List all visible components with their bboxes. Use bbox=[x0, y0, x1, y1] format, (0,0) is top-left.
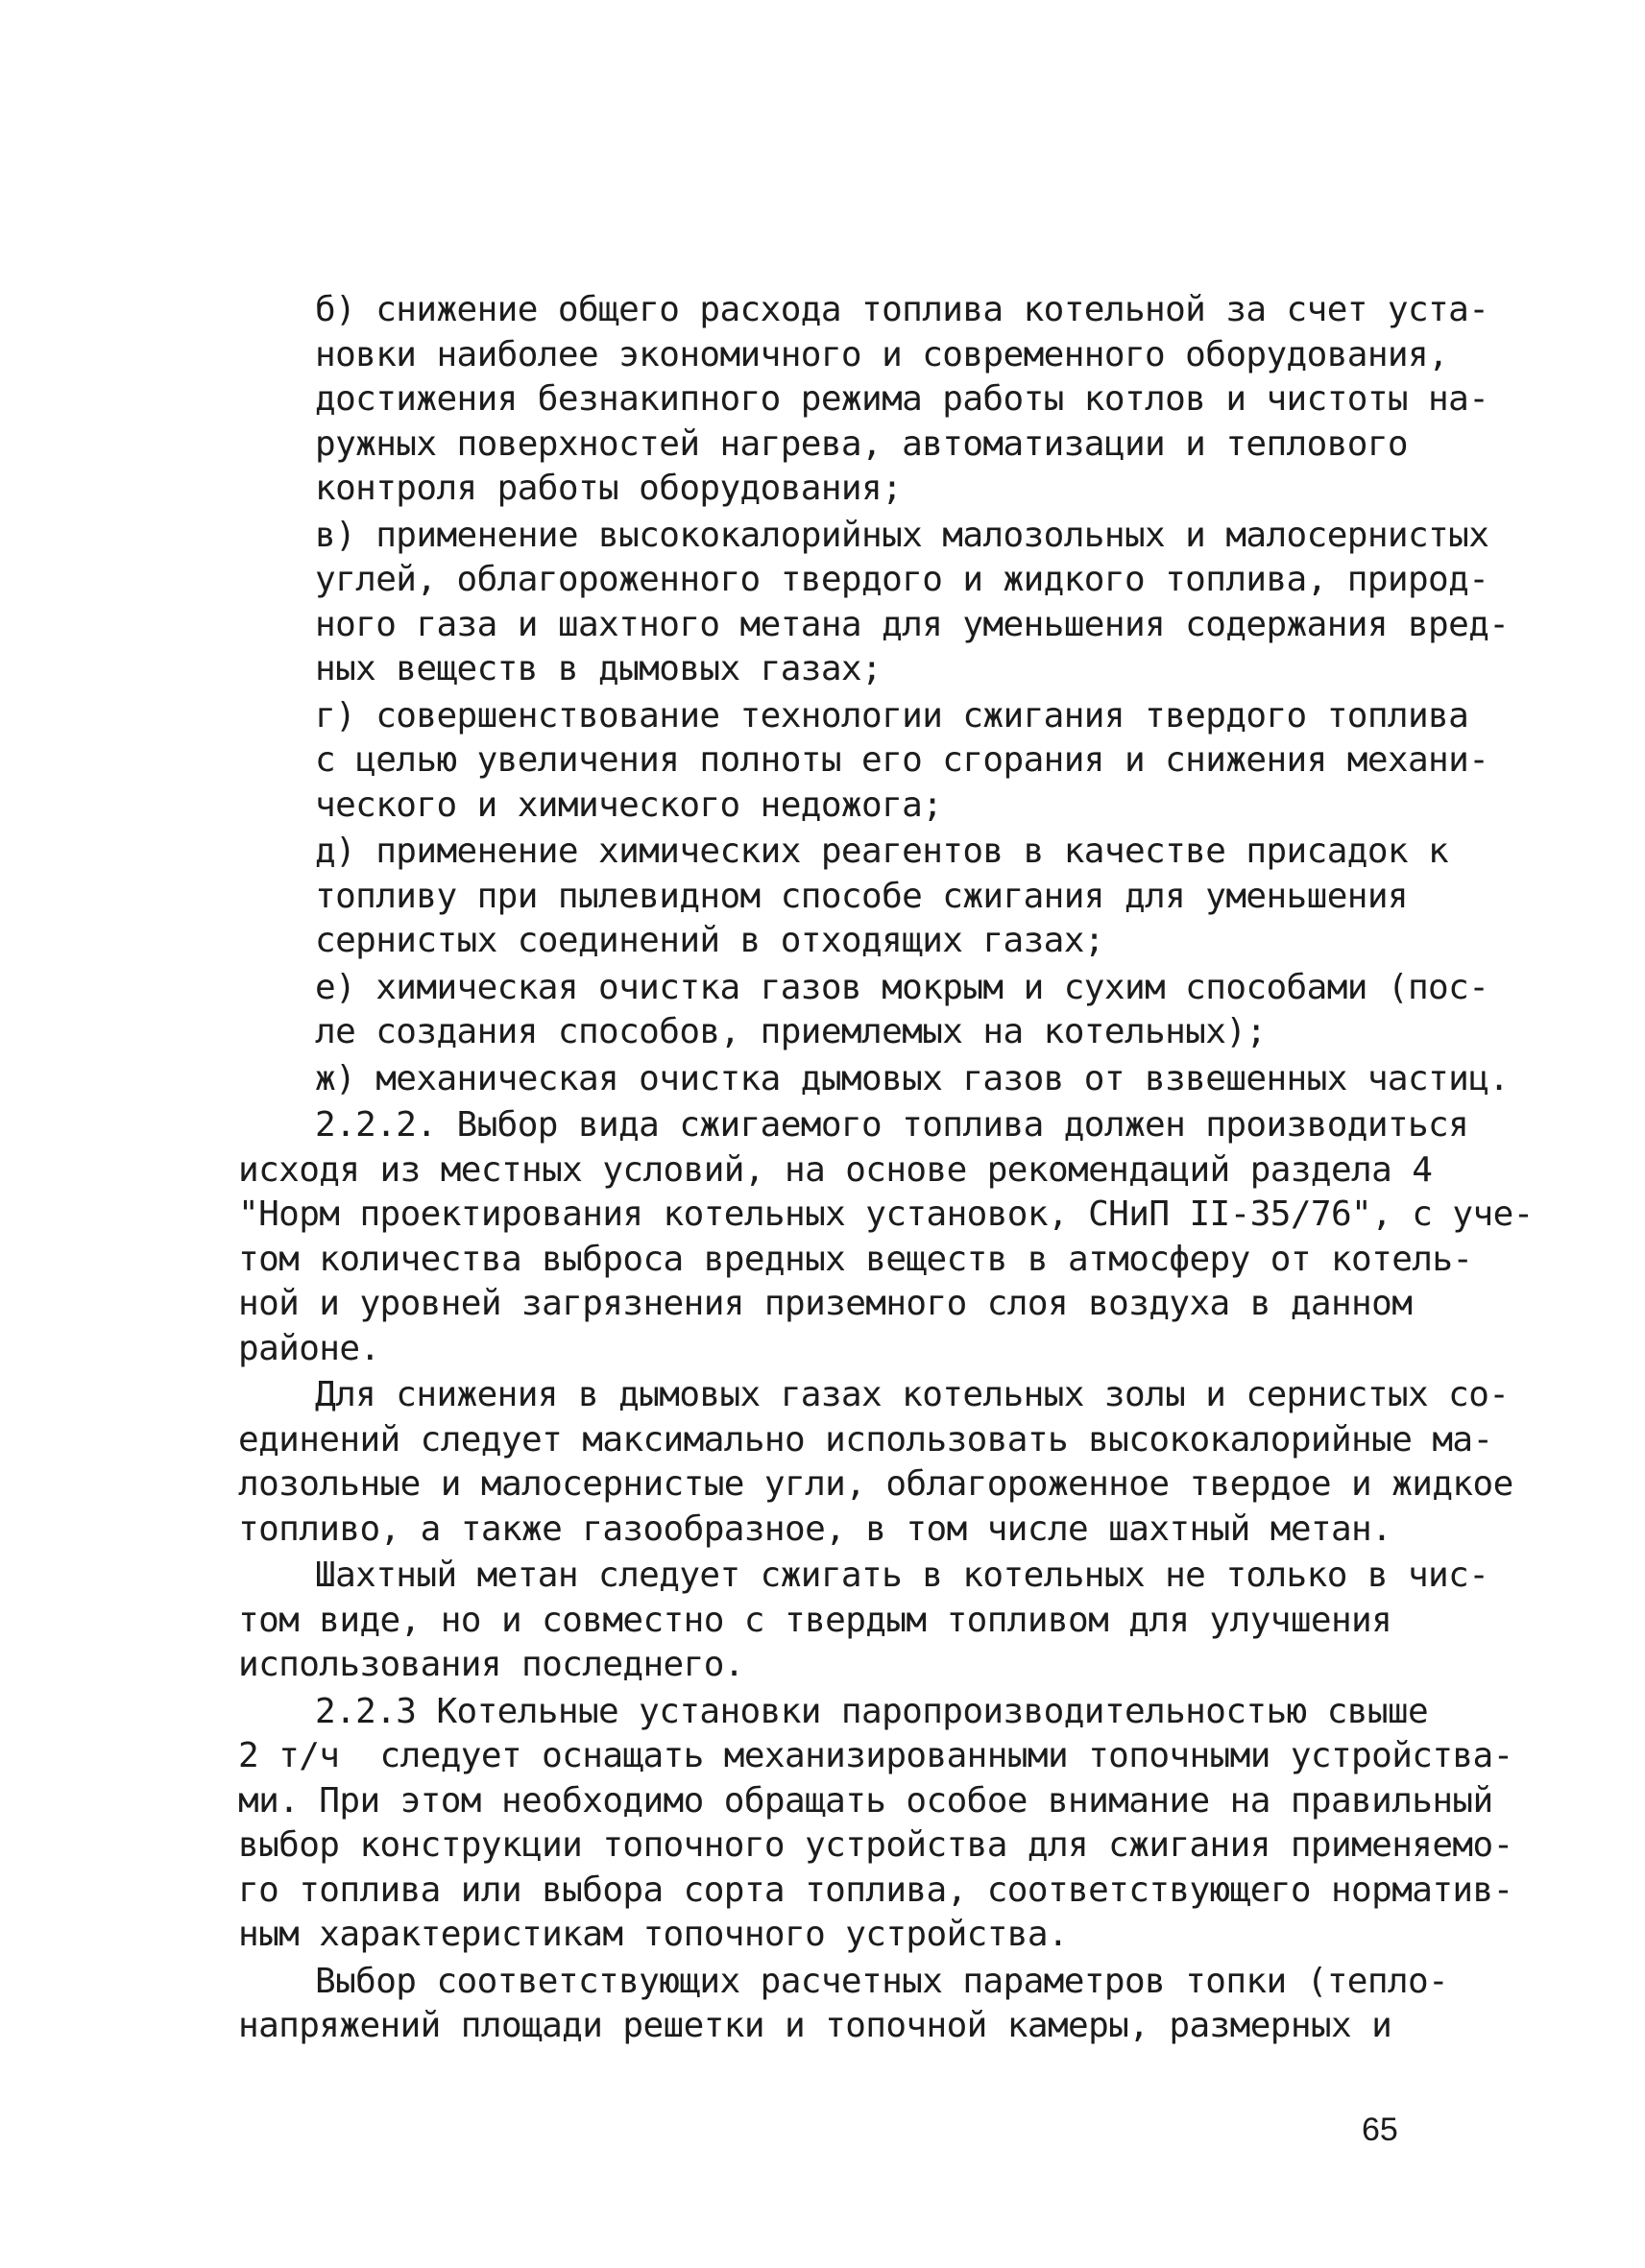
text-line: с целью увеличения полноты его сгорания и снижения механи- bbox=[315, 740, 1489, 780]
text-line: использования последнего. bbox=[238, 1645, 744, 1684]
text-line: топливо, а также газообразное, в том числе шахтный метан. bbox=[238, 1508, 1392, 1549]
text-line: ле создания способов, приемлемых на котельных); bbox=[315, 1012, 1267, 1051]
text-line: Для снижения в дымовых газах котельных золы и сернистых со- bbox=[315, 1375, 1510, 1414]
text-line: е) химическая очистка газов мокрым и сухим способами (пос- bbox=[315, 967, 1489, 1007]
text-line: ных веществ в дымовых газах; bbox=[315, 649, 883, 688]
text-line: сернистых соединений в отходящих газах; bbox=[315, 921, 1104, 960]
text-line: районе. bbox=[238, 1328, 380, 1368]
text-line: ружных поверхностей нагрева, автоматизации и теплового bbox=[315, 423, 1408, 464]
text-line: новки наиболее экономичного и современного оборудования, bbox=[315, 334, 1449, 374]
text-line: г) совершенствование технологии сжигания твердого топлива bbox=[315, 695, 1469, 736]
text-line: "Норм проектирования котельных установок, СНиП II-35/76", с уче- bbox=[238, 1194, 1534, 1234]
text-line: Шахтный метан следует сжигать в котельных не только в чис- bbox=[315, 1556, 1489, 1595]
text-line: д) применение химических реагентов в качестве присадок к bbox=[315, 832, 1449, 871]
page-number: 65 bbox=[1362, 2111, 1398, 2148]
text-line: достижения безнакипного режима работы котлов и чистоты на- bbox=[315, 379, 1489, 419]
text-line: 2 т/ч следует оснащать механизированными топочными устройства- bbox=[238, 1736, 1513, 1775]
text-line: 2.2.3 Котельные установки паропроизводительностью свыше bbox=[315, 1691, 1429, 1731]
text-line: в) применение высококалорийных малозольных и малосернистых bbox=[315, 515, 1489, 555]
text-line: углей, облагороженного твердого и жидкого топлива, природ- bbox=[315, 560, 1489, 599]
text-line: ной и уровней загрязнения приземного слоя воздуха в данном bbox=[238, 1284, 1413, 1323]
text-line: ческого и химического недожога; bbox=[315, 784, 943, 825]
text-line: исходя из местных условий, на основе рекомендаций раздела 4 bbox=[238, 1149, 1433, 1190]
text-line: б) снижение общего расхода топлива котельной за счет уста- bbox=[315, 290, 1489, 329]
text-line: напряжений площади решетки и топочной камеры, размерных и bbox=[238, 2006, 1392, 2045]
text-line: лозольные и малосернистые угли, облагороженное твердое и жидкое bbox=[238, 1464, 1513, 1504]
text-line: том количества выброса вредных веществ в атмосферу от котель- bbox=[238, 1239, 1473, 1279]
text-line: ного газа и шахтного метана для уменьшения содержания вред- bbox=[315, 604, 1510, 644]
text-line: Выбор соответствующих расчетных параметров топки (тепло- bbox=[315, 1961, 1449, 2001]
text-line: контроля работы оборудования; bbox=[315, 469, 903, 508]
text-line: ж) механическая очистка дымовых газов от взвешенных частиц. bbox=[315, 1058, 1510, 1098]
text-line: ным характеристикам топочного устройства. bbox=[238, 1915, 1069, 1954]
text-line: выбор конструкции топочного устройства для сжигания применяемо- bbox=[238, 1825, 1513, 1865]
text-line: го топлива или выбора сорта топлива, соответствующего норматив- bbox=[238, 1870, 1513, 1910]
page-body bbox=[238, 288, 1534, 2049]
text-line: топливу при пылевидном способе сжигания для уменьшения bbox=[315, 876, 1408, 916]
text-line: том виде, но и совместно с твердым топливом для улучшения bbox=[238, 1600, 1392, 1640]
text-line: единений следует максимально использовать высококалорийные ма- bbox=[238, 1419, 1493, 1460]
text-line: 2.2.2. Выбор вида сжигаемого топлива должен производиться bbox=[315, 1105, 1469, 1145]
text-line: ми. При этом необходимо обращать особое внимание на правильный bbox=[238, 1780, 1493, 1821]
